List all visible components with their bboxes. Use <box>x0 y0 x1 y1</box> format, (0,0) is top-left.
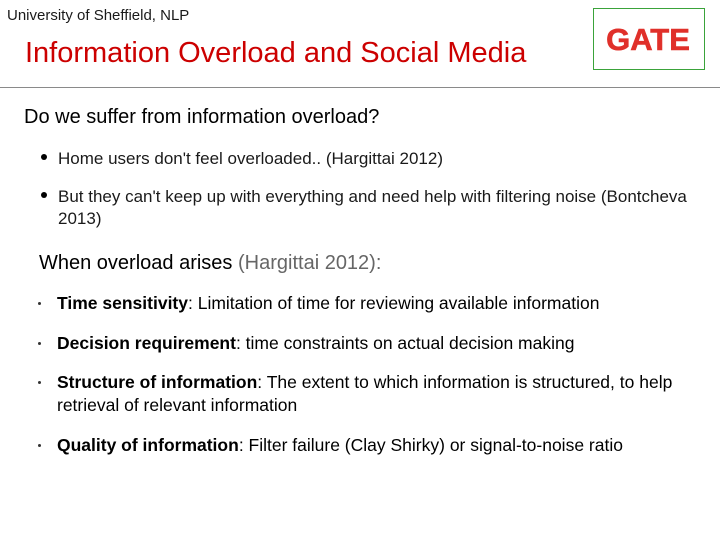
condition-text <box>57 434 719 457</box>
bullet-icon <box>38 381 41 384</box>
bullet-icon <box>41 154 47 160</box>
bullet-icon <box>38 444 41 447</box>
finding-text: But they can't keep up with everything and need help with filtering noise (Bontcheva 2013) <box>58 187 687 228</box>
condition-description: : time constraints on actual decision making <box>235 333 575 353</box>
condition-term: Time sensitivity <box>57 293 188 313</box>
question-heading: Do we suffer from information overload? <box>24 106 380 128</box>
condition-text <box>57 332 719 355</box>
condition-term: Quality of information <box>57 435 239 455</box>
organization-label: University of Sheffield, NLP <box>7 7 190 24</box>
bullet-icon <box>38 302 41 305</box>
condition-text <box>57 292 719 315</box>
overload-heading <box>39 252 381 275</box>
gate-logo <box>593 8 705 70</box>
bullet-icon <box>41 192 47 198</box>
bullet-icon <box>38 342 41 345</box>
slide-title: Information Overload and Social Media <box>25 37 527 69</box>
condition-description: : Limitation of time for reviewing available information <box>188 293 600 313</box>
overload-heading-text: When overload arises <box>39 252 233 274</box>
title-divider <box>0 87 720 88</box>
logo-text: GATE <box>606 22 690 57</box>
condition-text <box>57 371 719 417</box>
finding-text: Home users don't feel overloaded.. (Hargittai 2012) <box>58 149 444 168</box>
condition-term: Decision requirement <box>57 333 236 353</box>
overload-citation: (Hargittai 2012): <box>238 252 382 274</box>
condition-term: Structure of information <box>57 372 258 392</box>
condition-description: : The extent to which information is structured, to help retrieval of relevant information <box>57 372 673 415</box>
condition-description: : Filter failure (Clay Shirky) or signal-to-noise ratio <box>238 435 623 455</box>
